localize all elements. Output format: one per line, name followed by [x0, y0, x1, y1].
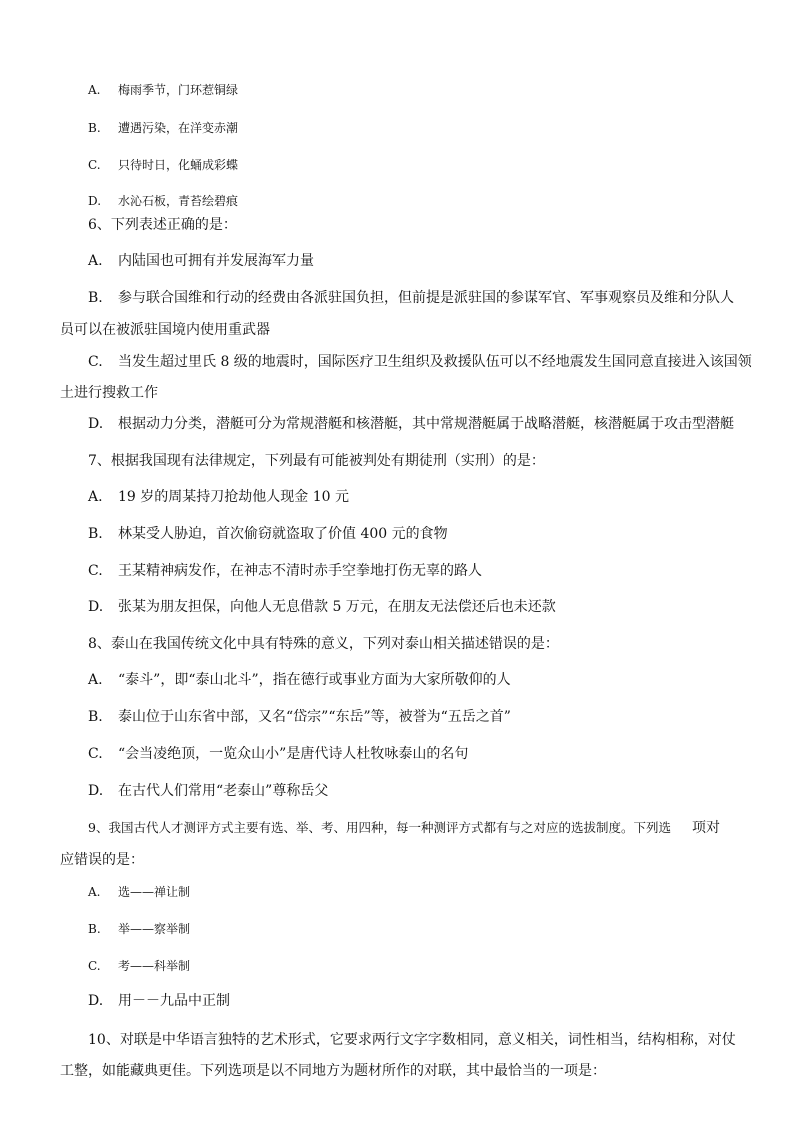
option-text: 水沁石板，青苔绘碧痕	[118, 194, 239, 208]
q7-option-a	[88, 487, 349, 507]
option-label: D.	[88, 783, 104, 799]
option-label: A.	[88, 83, 101, 97]
option-text: “会当凌绝顶，一览众山小”是唐代诗人杜牧咏泰山的名句	[118, 746, 469, 762]
q8-stem: 8、泰山在我国传统文化中具有特殊的意义，下列对泰山相关描述错误的是：	[88, 636, 559, 652]
q6-option-b	[88, 288, 734, 308]
q9-option-c	[88, 956, 190, 976]
option-label: D.	[88, 416, 104, 432]
option-text: 泰山位于山东省中部，又名“岱宗”“东岳”等，被誉为“五岳之首”	[118, 709, 511, 725]
q6-option-c	[88, 352, 752, 372]
option-text: 内陆国也可拥有并发展海军力量	[118, 253, 314, 269]
option-label: D.	[88, 194, 102, 208]
option-label: C.	[88, 959, 101, 973]
q6-option-b-cont: 员可以在被派驻国境内使用重武器	[60, 322, 270, 338]
q7-option-c	[88, 561, 482, 581]
option-text: 当发生超过里氏 8 级的地震时，国际医疗卫生组织及救援队伍可以不经地震发生国同意直接进入该国领	[118, 354, 752, 370]
q8-option-d	[88, 781, 328, 801]
option-label: B.	[88, 709, 103, 725]
q6-option-d	[88, 414, 734, 434]
q9-stem: 9、我国古代人才测评方式主要有选、举、考、用四种，每一种测评方式都有与之对应的选拔制度。下列选	[88, 820, 671, 835]
option-label: C.	[88, 158, 101, 172]
q5-option-c	[88, 155, 238, 175]
q9-stem-tail: 项对	[692, 820, 720, 836]
q7-option-d	[88, 597, 556, 617]
option-label: C.	[88, 354, 103, 370]
q6-option-c-cont: 土进行搜救工作	[60, 385, 158, 401]
q9-stem-cont: 应错误的是：	[60, 852, 144, 868]
option-text: 梅雨季节，门环惹铜绿	[118, 83, 239, 97]
option-text: 遭遇污染，在洋变赤潮	[118, 121, 239, 135]
option-label: B.	[88, 290, 103, 306]
option-label: A.	[88, 253, 103, 269]
option-label: C.	[88, 563, 103, 579]
option-label: C.	[88, 746, 103, 762]
q9-option-b	[88, 919, 190, 939]
q10-stem: 10、对联是中华语言独特的艺术形式，它要求两行文字字数相同，意义相关，词性相当，结构相称，对仗	[88, 1032, 736, 1048]
q5-option-a	[88, 80, 238, 100]
option-label: A.	[88, 489, 103, 505]
q8-option-b	[88, 707, 511, 727]
q6-option-a	[88, 251, 314, 271]
option-text: 考——科举制	[118, 959, 191, 973]
q7-option-b	[88, 524, 448, 544]
option-label: A.	[88, 885, 101, 899]
option-text: 在古代人们常用“老泰山”尊称岳父	[118, 783, 329, 799]
option-label: B.	[88, 922, 101, 936]
q8-option-a	[88, 670, 511, 690]
option-text: 举——察举制	[118, 922, 191, 936]
option-label: B.	[88, 526, 103, 542]
option-text: 只待时日，化蛹成彩蝶	[118, 158, 239, 172]
option-label: D.	[88, 599, 104, 615]
option-text: “泰斗”，即“泰山北斗”，指在德行或事业方面为大家所敬仰的人	[118, 672, 511, 688]
q9-option-d	[88, 991, 230, 1011]
option-text: 选——禅让制	[118, 885, 191, 899]
q5-option-d	[88, 191, 238, 211]
q9-option-a	[88, 882, 190, 902]
option-text: 王某精神病发作，在神志不清时赤手空拳地打伤无辜的路人	[118, 563, 482, 579]
q6-stem: 6、下列表述正确的是：	[88, 217, 237, 233]
option-label: A.	[88, 672, 103, 688]
option-text: 张某为朋友担保，向他人无息借款 5 万元，在朋友无法偿还后也未还款	[118, 599, 556, 615]
option-label: B.	[88, 121, 101, 135]
option-text: 根据动力分类，潜艇可分为常规潜艇和核潜艇，其中常规潜艇属于战略潜艇，核潜艇属于攻击型潜艇	[118, 416, 734, 432]
q8-option-c	[88, 744, 468, 764]
option-text: 用－－九品中正制	[118, 993, 230, 1009]
option-label: D.	[88, 993, 104, 1009]
q7-stem: 7、根据我国现有法律规定，下列最有可能被判处有期徒刑（实刑）的是：	[88, 453, 545, 469]
option-text: 参与联合国维和行动的经费由各派驻国负担，但前提是派驻国的参谋军官、军事观察员及维和分队人	[118, 290, 734, 306]
option-text: 19 岁的周某持刀抢劫他人现金 10 元	[118, 489, 349, 505]
option-text: 林某受人胁迫，首次偷窃就盗取了价值 400 元的食物	[118, 526, 448, 542]
q10-stem-cont: 工整，如能藏典更佳。下列选项是以不同地方为题材所作的对联，其中最恰当的一项是：	[60, 1063, 606, 1079]
q5-option-b	[88, 118, 238, 138]
